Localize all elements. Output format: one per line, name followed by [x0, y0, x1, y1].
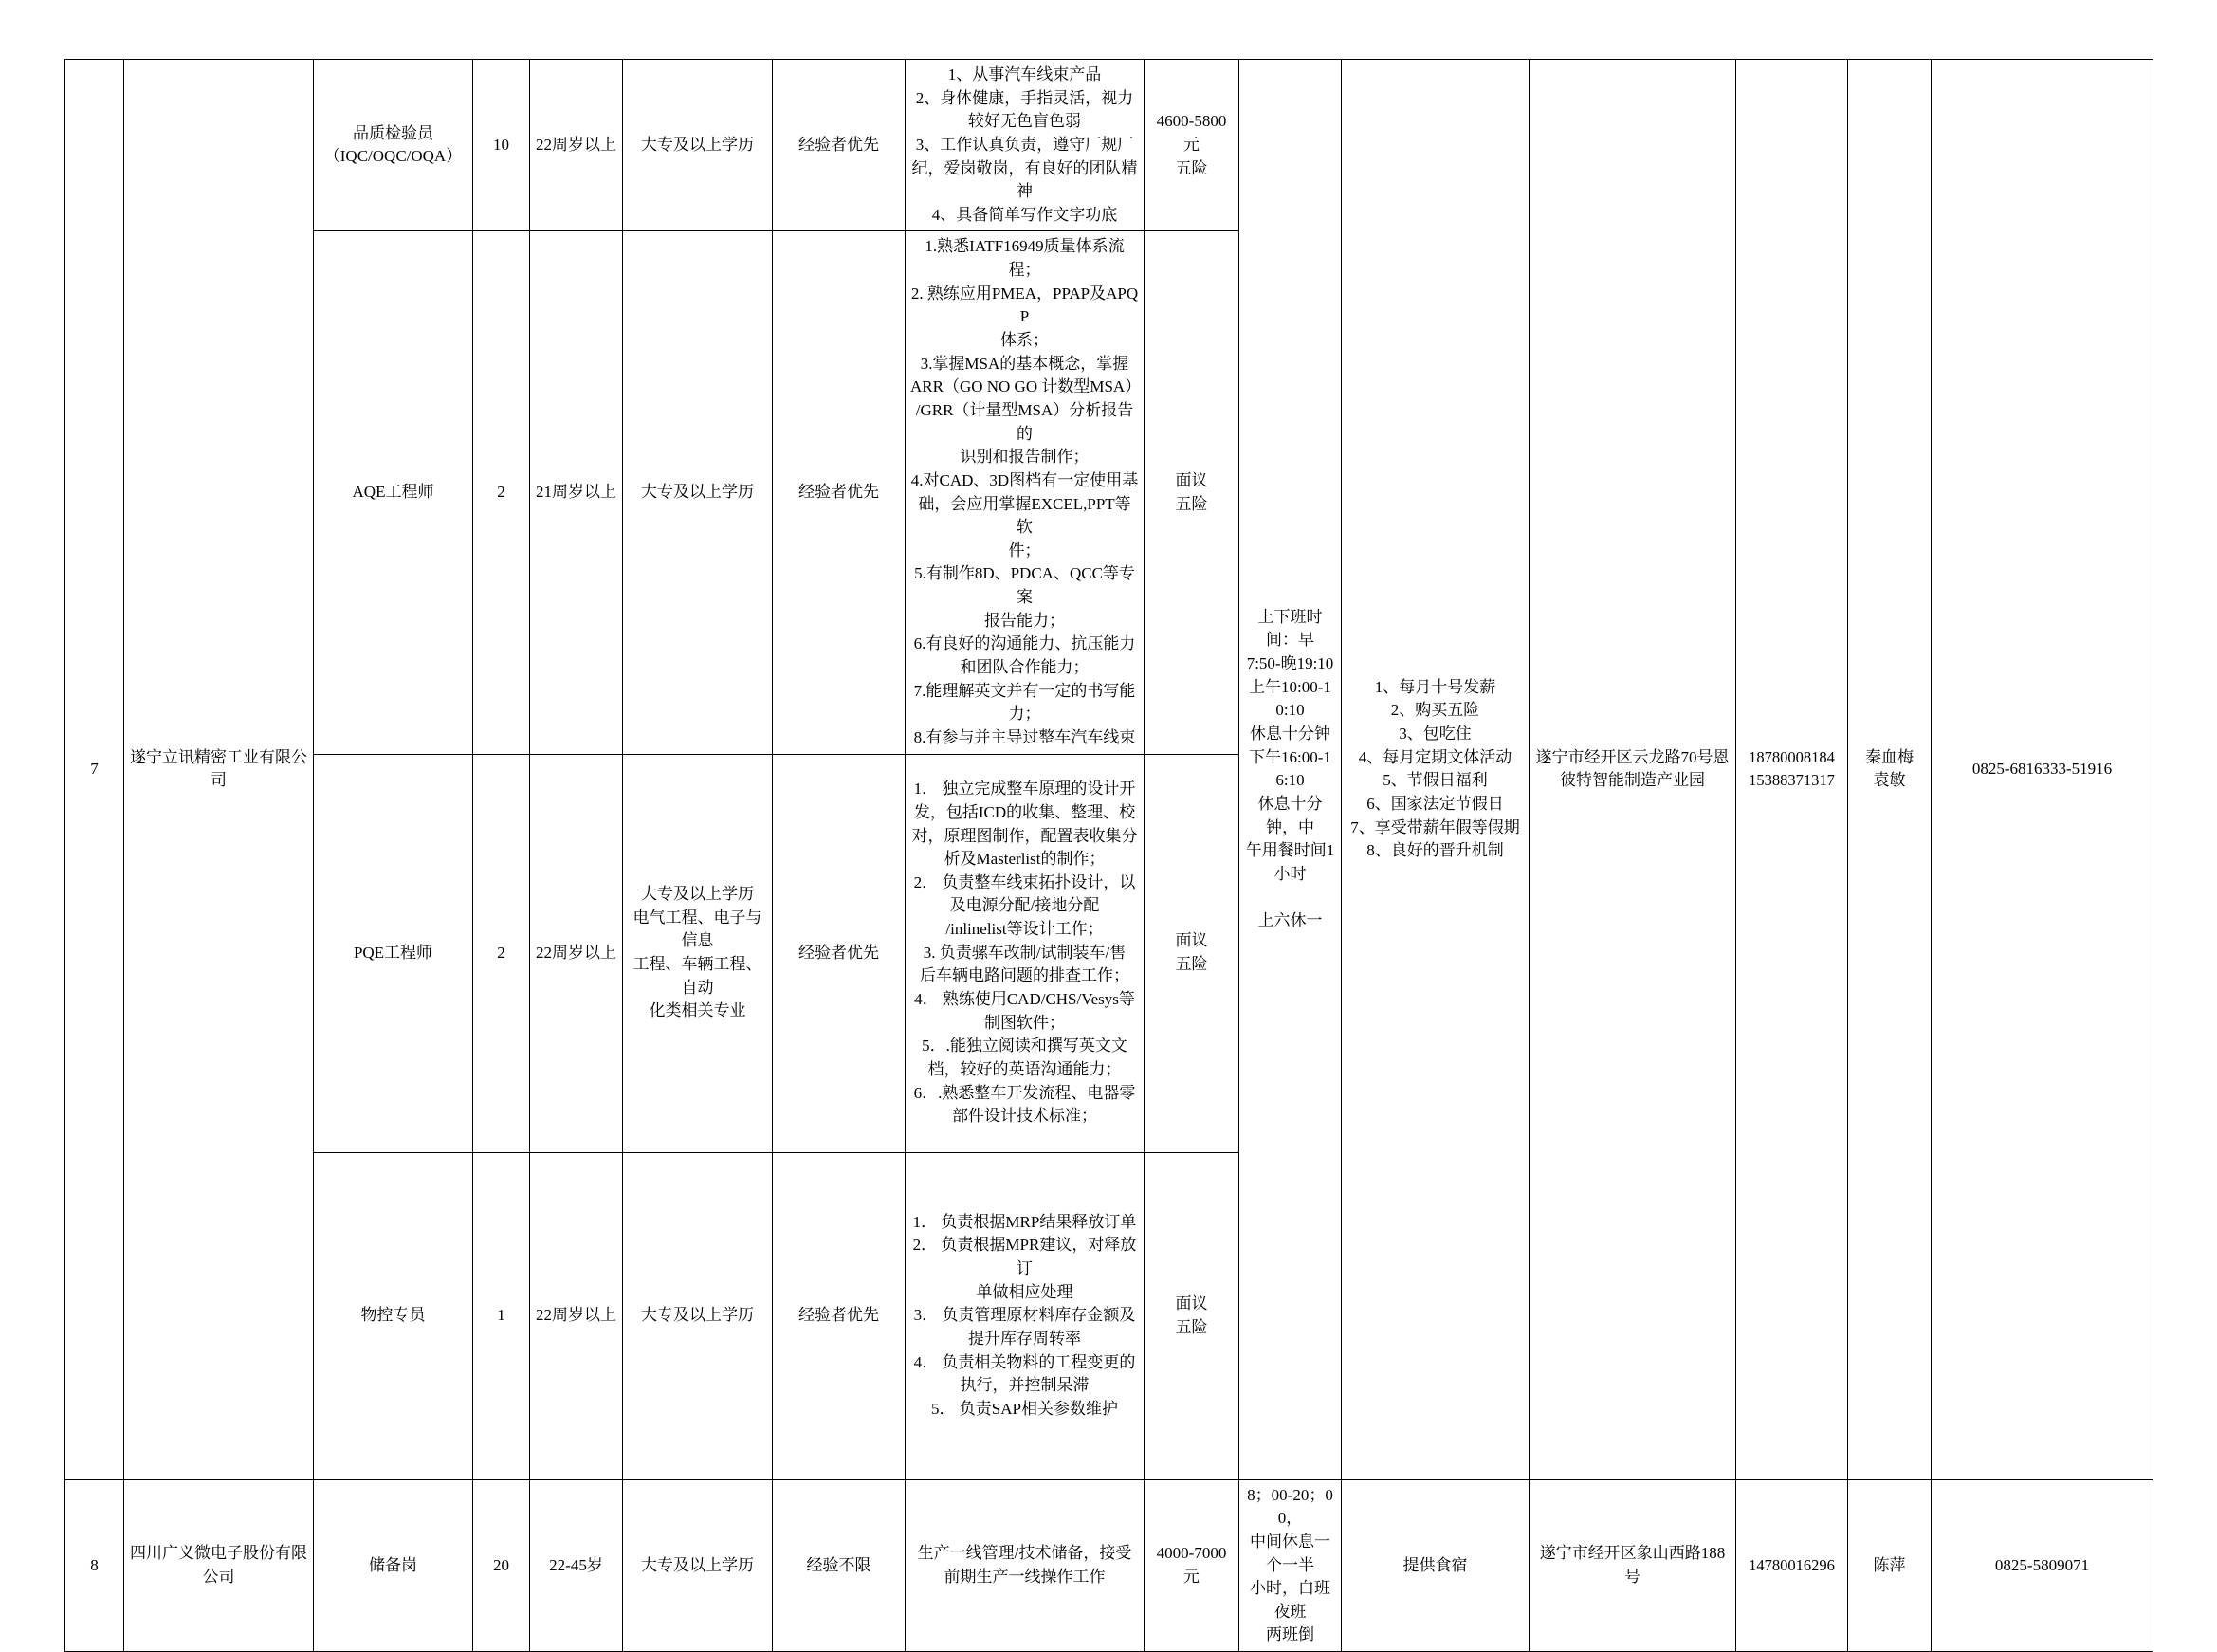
job-listing-table [64, 59, 2153, 1652]
position-name: 储备岗 [314, 1479, 473, 1651]
position-name: AQE工程师 [314, 231, 473, 754]
contact-person: 陈萍 [1848, 1479, 1932, 1651]
job-description: 1.熟悉IATF16949质量体系流 程； 2. 熟练应用PMEA，PPAP及APQP 体系； 3.掌握MSA的基本概念，掌握 ARR（GO NO GO 计数型MSA） /GRR（计量型MSA）分析报告的 识别和报告制作； 4.对CAD、3D图档有一定使用基 础，会应用掌握EXCEL,PPT等软 件； 5.有制作8D、PDCA、QCC等专案 报告能力； 6.有良好的沟通能力、抗压能力 和团队合作能力； 7.能理解英文并有一定的书写能 力； 8.有参与并主导过整车汽车线束 [906, 231, 1145, 754]
work-time: 上下班时间：早 7:50-晚19:10 上午10:00-10:10 休息十分钟 下午16:00-16:10 休息十分钟，中 午用餐时间1小时 上六休一 [1239, 60, 1342, 1480]
address: 遂宁市经开区象山西路188号 [1530, 1479, 1736, 1651]
position-count: 10 [473, 60, 530, 231]
phone: 14780016296 [1736, 1479, 1848, 1651]
position-count: 1 [473, 1152, 530, 1479]
phone: 18780008184 15388371317 [1736, 60, 1848, 1480]
job-description: 生产一线管理/技术储备，接受 前期生产一线操作工作 [906, 1479, 1145, 1651]
position-count: 20 [473, 1479, 530, 1651]
position-name: PQE工程师 [314, 754, 473, 1152]
welfare: 1、每月十号发薪 2、购买五险 3、包吃住 4、每月定期文体活动 5、节假日福利 6、国家法定节假日 7、享受带薪年假等假期 8、良好的晋升机制 [1342, 60, 1530, 1480]
job-description: 1． 负责根据MRP结果释放订单 2． 负责根据MPR建议，对释放订 单做相应处理 3． 负责管理原材料库存金额及 提升库存周转率 4． 负责相关物料的工程变更的 执行，并控制呆滞 5． 负责SAP相关参数维护 [906, 1152, 1145, 1479]
education-requirement: 大专及以上学历 [623, 1152, 773, 1479]
age-requirement: 22周岁以上 [530, 754, 623, 1152]
education-requirement: 大专及以上学历 [623, 231, 773, 754]
table-row [65, 1479, 2153, 1651]
age-requirement: 21周岁以上 [530, 231, 623, 754]
age-requirement: 22-45岁 [530, 1479, 623, 1651]
address: 遂宁市经开区云龙路70号恩彼特智能制造产业园 [1530, 60, 1736, 1480]
salary: 4600-5800元 五险 [1145, 60, 1239, 231]
education-requirement: 大专及以上学历 [623, 1479, 773, 1651]
salary: 面议 五险 [1145, 231, 1239, 754]
experience-requirement: 经验不限 [773, 1479, 906, 1651]
row-number: 7 [65, 60, 124, 1480]
work-time: 8；00-20；00， 中间休息一个一半 小时，白班夜班 两班倒 [1239, 1479, 1342, 1651]
job-description: 1、从事汽车线束产品 2、身体健康，手指灵活，视力 较好无色盲色弱 3、工作认真负责，遵守厂规厂 纪，爱岗敬岗，有良好的团队精 神 4、具备简单写作文字功底 [906, 60, 1145, 231]
welfare: 提供食宿 [1342, 1479, 1530, 1651]
experience-requirement: 经验者优先 [773, 231, 906, 754]
salary: 面议 五险 [1145, 754, 1239, 1152]
salary: 4000-7000元 [1145, 1479, 1239, 1651]
experience-requirement: 经验者优先 [773, 60, 906, 231]
education-requirement: 大专及以上学历 电气工程、电子与信息 工程、车辆工程、自动 化类相关专业 [623, 754, 773, 1152]
contact-person: 秦血梅 袁敏 [1848, 60, 1932, 1480]
experience-requirement: 经验者优先 [773, 1152, 906, 1479]
fax: 0825-5809071 [1932, 1479, 2153, 1651]
age-requirement: 22周岁以上 [530, 60, 623, 231]
experience-requirement: 经验者优先 [773, 754, 906, 1152]
position-name: 物控专员 [314, 1152, 473, 1479]
position-count: 2 [473, 754, 530, 1152]
table-row [65, 60, 2153, 231]
row-number: 8 [65, 1479, 124, 1651]
position-name: 品质检验员 （IQC/OQC/OQA） [314, 60, 473, 231]
salary: 面议 五险 [1145, 1152, 1239, 1479]
job-description: 1． 独立完成整车原理的设计开 发，包括ICD的收集、整理、校 对，原理图制作，配置表收集分 析及Masterlist的制作； 2． 负责整车线束拓扑设计，以 及电源分配/接地分配 /inlinelist等设计工作； 3. 负责骡车改制/试制装车/售 后车辆电路问题的排查工作； 4． 熟练使用CAD/CHS/Vesys等 制图软件； 5．.能独立阅读和撰写英文文 档，较好的英语沟通能力； 6．.熟悉整车开发流程、电器零 部件设计技术标准； [906, 754, 1145, 1152]
company-name: 四川广义微电子股份有限公司 [124, 1479, 314, 1651]
company-name: 遂宁立讯精密工业有限公司 [124, 60, 314, 1480]
position-count: 2 [473, 231, 530, 754]
age-requirement: 22周岁以上 [530, 1152, 623, 1479]
fax: 0825-6816333-51916 [1932, 60, 2153, 1480]
education-requirement: 大专及以上学历 [623, 60, 773, 231]
